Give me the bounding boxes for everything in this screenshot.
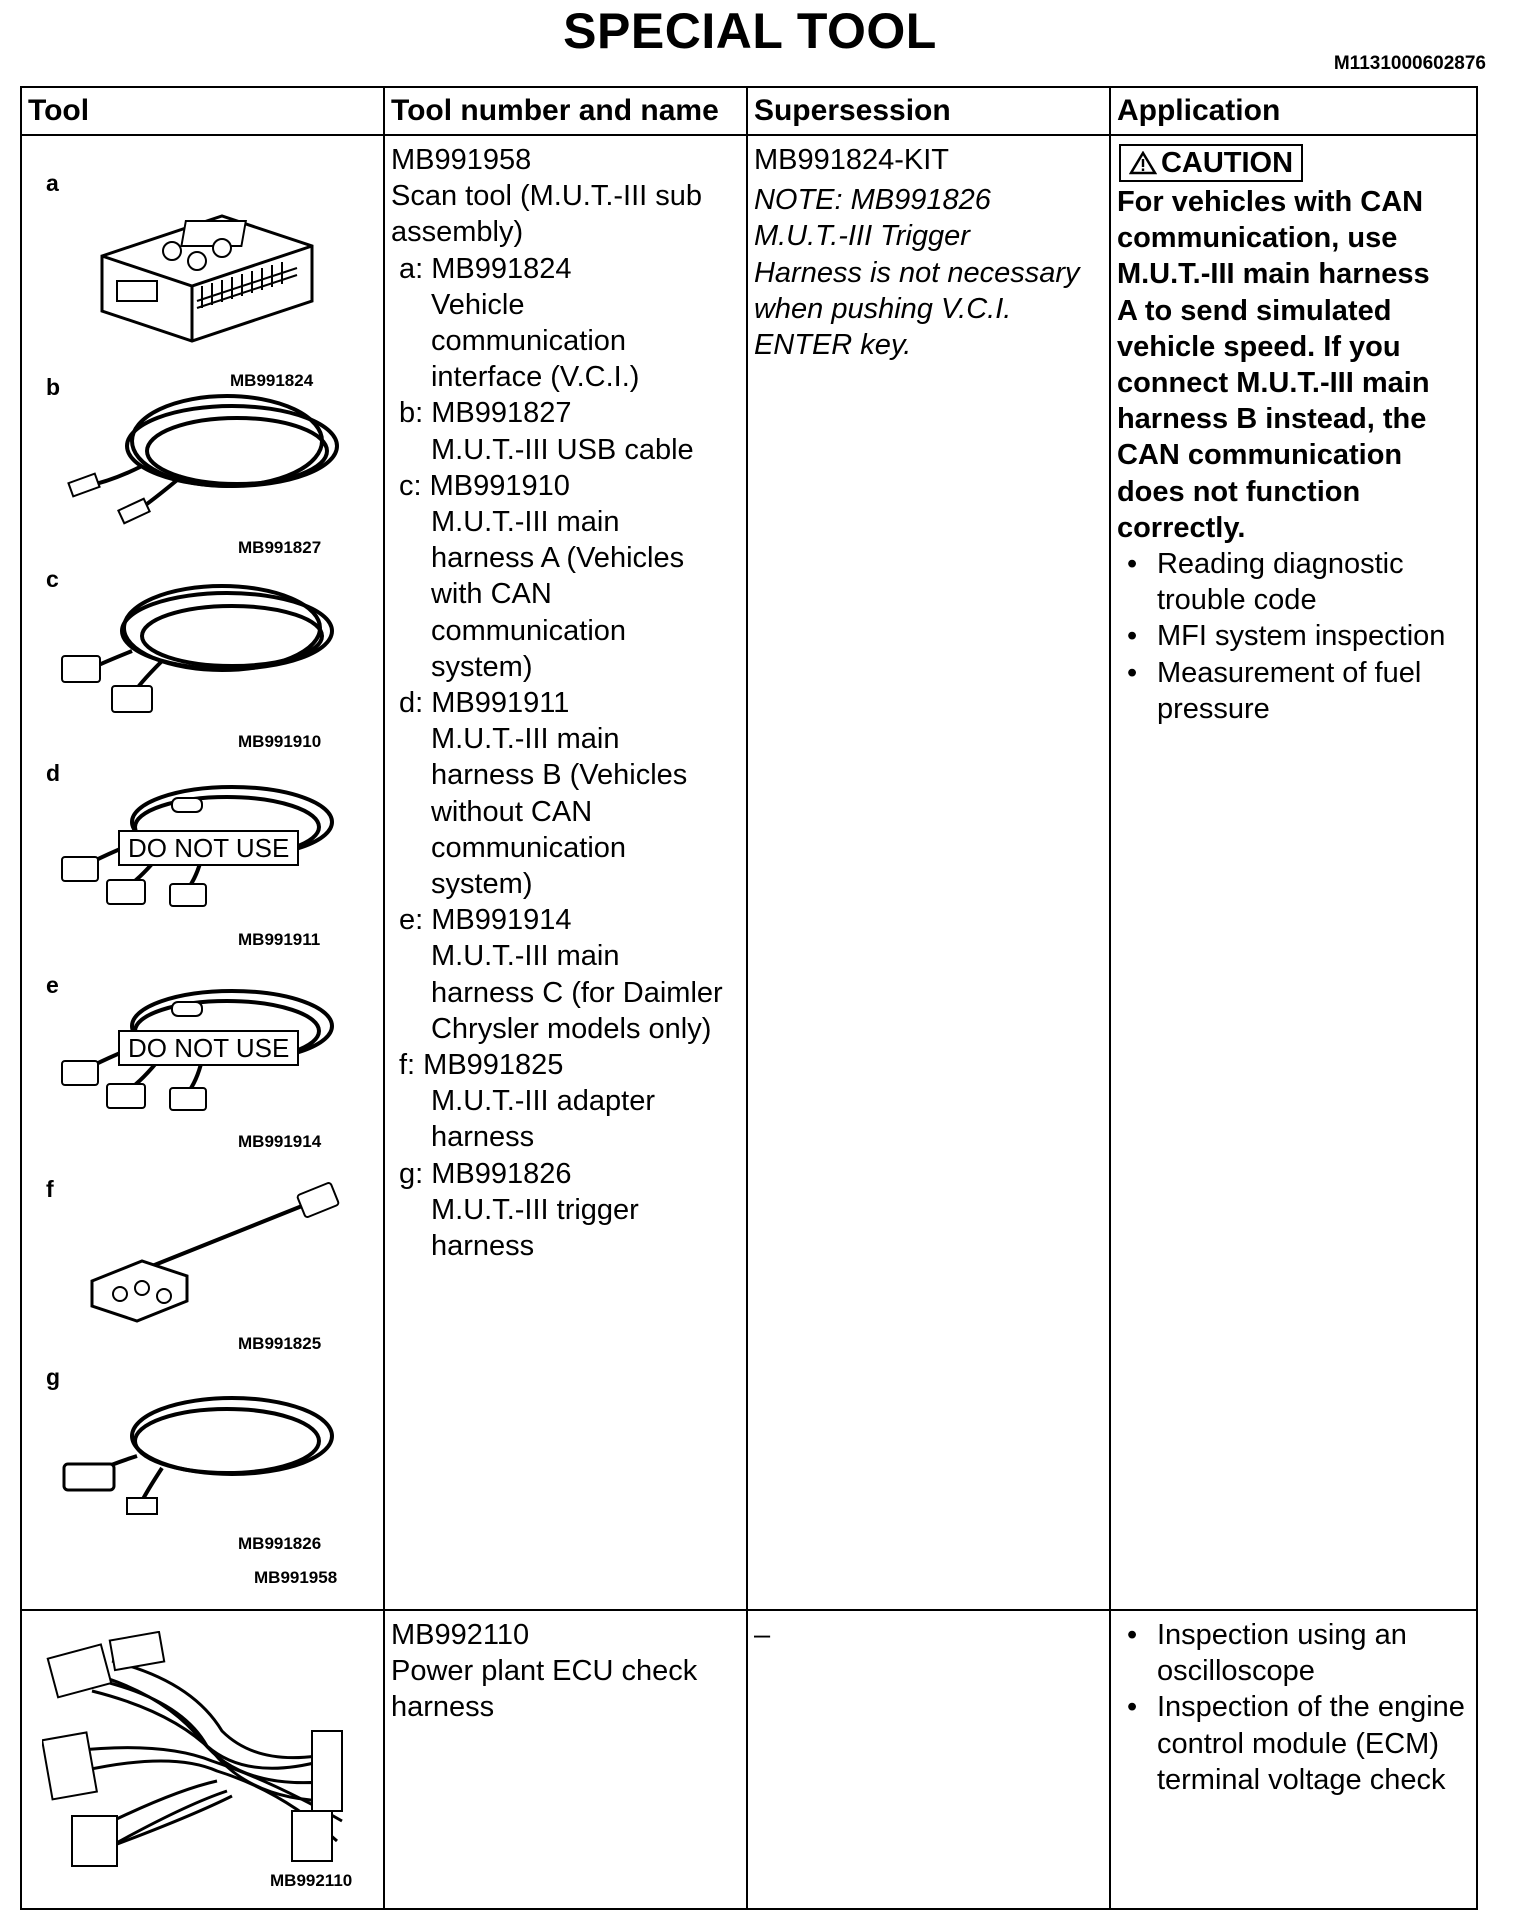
text-line: system): [430, 868, 533, 901]
text-line: vehicle speed. If you: [1116, 330, 1401, 363]
supersession-content: [748, 136, 1109, 363]
text-line: M.U.T.-III main: [430, 723, 620, 756]
text-line: g: MB991826: [398, 1157, 572, 1190]
text-line: interface (V.C.I.): [430, 361, 640, 394]
special-tool-table: [20, 86, 1478, 1910]
tool-letter: b: [46, 374, 61, 400]
text-line: Power plant ECU check: [390, 1655, 698, 1688]
table-row: [21, 1610, 1477, 1909]
text-line: with CAN: [430, 578, 552, 611]
ecu-check-harness-illustration: [42, 1631, 362, 1871]
header-application: Application: [1110, 87, 1477, 135]
supersession-value: –: [753, 1619, 771, 1651]
header-row: [21, 87, 1477, 135]
text-line: ENTER key.: [753, 329, 912, 362]
text-line: NOTE: MB991826: [753, 184, 991, 217]
caution-box: [1119, 144, 1303, 182]
text-line: M.U.T.-III main: [430, 506, 620, 539]
supersession-value: MB991824-KIT: [753, 144, 950, 176]
part-label: MB992110: [270, 1871, 353, 1890]
text-line: without CAN: [430, 795, 593, 828]
text-line: b: MB991827: [398, 397, 572, 430]
do-not-use-badge: DO NOT USE: [118, 830, 299, 866]
text-line: communication: [430, 614, 627, 647]
caution-label: CAUTION: [1160, 147, 1294, 179]
list-item: • Reading diagnostic trouble code: [1117, 546, 1470, 618]
tool-letter: c: [46, 566, 59, 592]
text-line: Scan tool (M.U.T.-III sub: [390, 180, 703, 213]
text-line: harness: [430, 1230, 535, 1263]
text-line: Harness is not necessary: [753, 256, 1080, 289]
text-line: correctly.: [1116, 511, 1246, 544]
text-line: communication: [430, 325, 627, 358]
text-line: connect M.U.T.-III main: [1116, 367, 1430, 400]
text-line: Chrysler models only): [430, 1012, 712, 1045]
tool-illustration-cell: [21, 1610, 384, 1909]
document-id: M1131000602876: [1333, 53, 1486, 74]
tool-number-cell: [384, 1610, 747, 1909]
text-line: harness: [390, 1691, 495, 1724]
header-tool: Tool: [21, 87, 384, 135]
usb-cable-illustration: [62, 386, 352, 536]
application-list: [1117, 546, 1470, 727]
header-supersession: Supersession: [747, 87, 1110, 135]
text-line: Vehicle: [430, 288, 525, 321]
part-label: MB991914: [238, 1132, 322, 1151]
page-title: SPECIAL TOOL: [563, 3, 937, 59]
supersession-note: [754, 182, 1103, 363]
text-line: harness B (Vehicles: [430, 759, 688, 792]
table-row: [21, 135, 1477, 1610]
application-list: [1117, 1617, 1470, 1798]
text-line: A to send simulated: [1116, 294, 1392, 327]
text-line: M.U.T.-III USB cable: [430, 433, 694, 466]
text-line: M.U.T.-III Trigger: [753, 220, 970, 253]
text-line: a: MB991824: [398, 252, 572, 285]
part-label: MB991824: [230, 371, 314, 390]
text-line: communication, use: [1116, 222, 1398, 255]
supersession-cell: [747, 1610, 1110, 1909]
header-tool-number: Tool number and name: [384, 87, 747, 135]
text-line: communication: [430, 831, 627, 864]
application-cell: [1110, 1610, 1477, 1909]
text-line: For vehicles with CAN: [1116, 186, 1424, 218]
text-line: harness A (Vehicles: [430, 542, 685, 575]
caution-text: [1117, 184, 1470, 546]
text-line: CAN communication: [1116, 439, 1403, 472]
text-line: does not function: [1116, 475, 1361, 508]
list-item: • MFI system inspection: [1117, 618, 1470, 654]
tool-letter: a: [46, 170, 59, 196]
set-part-label: MB991958: [254, 1568, 338, 1587]
application-cell: [1110, 135, 1477, 1610]
text-line: harness: [430, 1121, 535, 1154]
text-line: assembly): [390, 216, 524, 249]
text-line: system): [430, 650, 533, 683]
part-label: MB991827: [238, 538, 322, 557]
text-line: f: MB991825: [398, 1049, 564, 1082]
text-line: M.U.T.-III trigger: [430, 1193, 639, 1226]
tool-number-list: [385, 1611, 746, 1726]
part-label: MB991825: [238, 1334, 322, 1353]
part-label: MB991910: [238, 732, 322, 751]
part-label: MB991826: [238, 1534, 322, 1553]
list-item: • Inspection of the engine control module (ECM) terminal voltage check: [1117, 1689, 1470, 1798]
tool-letter: g: [46, 1364, 61, 1390]
text-line: M.U.T.-III adapter: [430, 1085, 655, 1118]
tool-letter: e: [46, 972, 59, 998]
text-line: M.U.T.-III main harness: [1116, 258, 1430, 291]
text-line: c: MB991910: [398, 469, 570, 502]
text-line: harness B instead, the: [1116, 403, 1427, 436]
text-line: when pushing V.C.I.: [753, 292, 1012, 325]
text-line: e: MB991914: [398, 904, 572, 937]
do-not-use-badge: DO NOT USE: [118, 1030, 299, 1066]
list-item: • Inspection using an oscilloscope: [1117, 1617, 1470, 1689]
text-line: MB992110: [390, 1619, 530, 1651]
supersession-cell: [747, 135, 1110, 1610]
warning-triangle-icon: [1129, 151, 1157, 175]
text-line: M.U.T.-III main: [430, 940, 620, 973]
vci-illustration: [72, 186, 332, 346]
adapter-harness-illustration: [72, 1176, 362, 1326]
text-line: MB991958: [390, 144, 532, 176]
tool-number-list: [385, 136, 746, 1264]
tool-letter: d: [46, 760, 61, 786]
main-harness-a-illustration: [52, 576, 352, 726]
tool-illustration-cell: [21, 135, 384, 1610]
text-line: d: MB991911: [398, 687, 570, 720]
tool-letter: f: [46, 1176, 54, 1202]
part-label: MB991911: [238, 930, 321, 949]
tool-number-cell: [384, 135, 747, 1610]
application-content: [1111, 136, 1476, 727]
trigger-harness-illustration: [52, 1376, 352, 1536]
list-item: • Measurement of fuel pressure: [1117, 655, 1470, 727]
text-line: harness C (for Daimler: [430, 976, 723, 1009]
